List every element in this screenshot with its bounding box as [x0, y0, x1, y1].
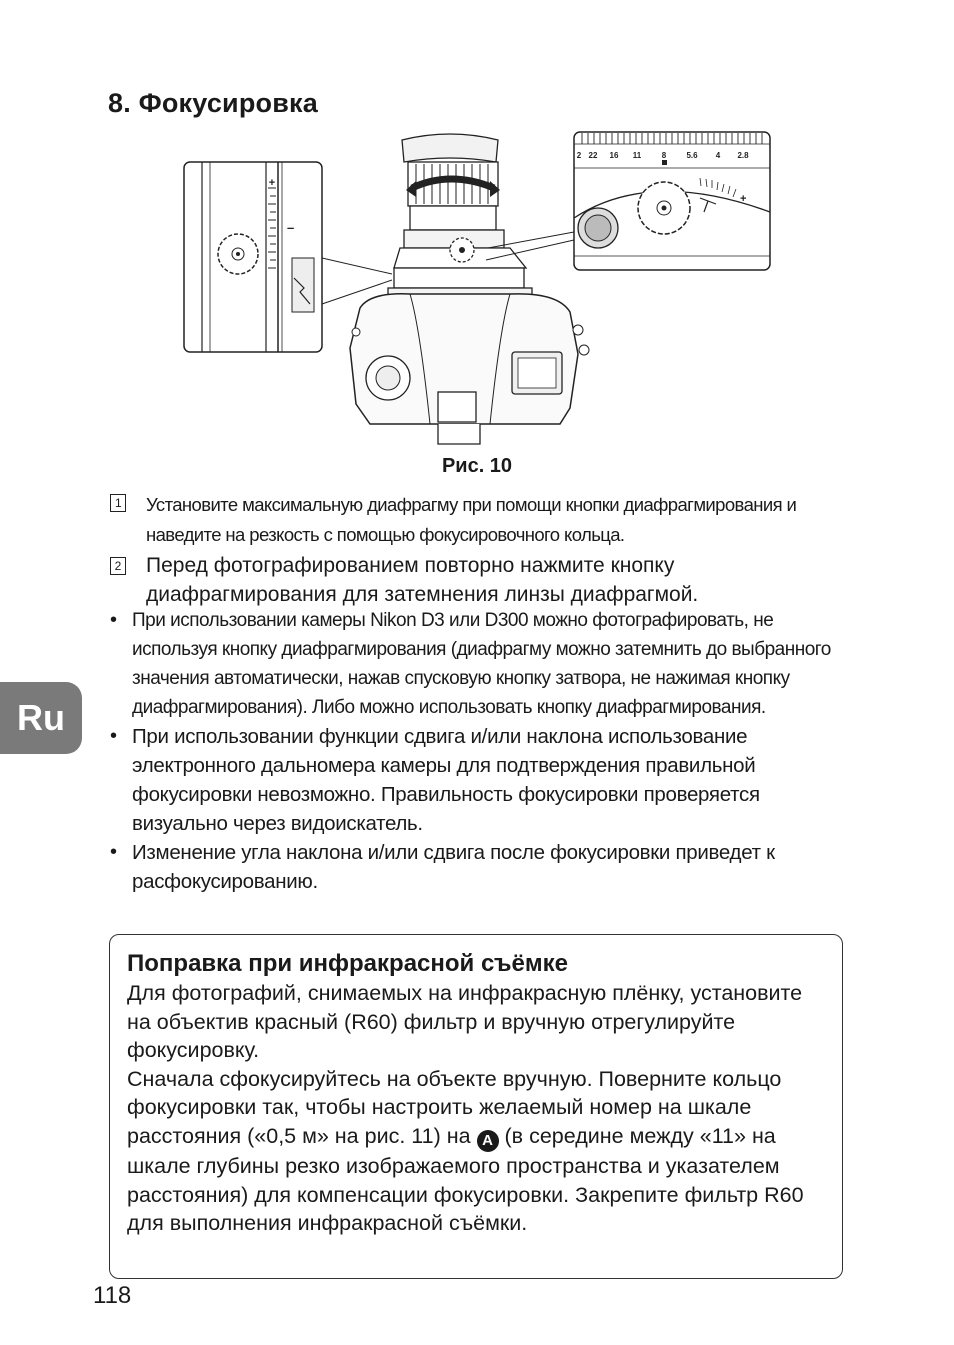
- tilt-plus-mark: +: [740, 193, 747, 205]
- bullet-text: Изменение угла наклона и/или сдвига после фокусировки приведет к расфокусированию.: [132, 841, 775, 893]
- box-paragraph-2-start: Сначала сфокусируйтесь на объекте вручную. Поверните кольцо фокусировки так, чтобы настроить желаемый номер на шкале расстояния («0,5 м» на рис. 11) на: [127, 1066, 782, 1148]
- numbered-steps: [110, 490, 845, 609]
- depth-scale-number: 8: [661, 151, 667, 160]
- bullet-dot-icon: •: [110, 725, 117, 747]
- bullet-dot-icon: •: [110, 609, 117, 631]
- step-number-box: 2: [110, 557, 126, 575]
- bullet-item: [110, 838, 850, 896]
- step-item: [110, 551, 845, 609]
- section-heading: 8. Фокусировка: [108, 88, 318, 118]
- page-number: 118: [93, 1282, 132, 1309]
- bullet-item: [110, 606, 850, 722]
- language-tab: Ru: [0, 682, 82, 754]
- circle-a-marker-icon: A: [477, 1130, 499, 1152]
- inset-left-aperture-detail: [184, 162, 322, 352]
- scale-plus-mark: +: [268, 177, 276, 189]
- figure-caption: Рис. 10: [441, 455, 513, 477]
- step-text: Установите максимальную диафрагму при помощи кнопки диафрагмирования и наведите на резкость с помощью фокусировочного кольца.: [146, 494, 797, 545]
- box-paragraph-2: [127, 1065, 824, 1238]
- depth-scale-number: 11: [632, 151, 642, 160]
- box-paragraph-1: Для фотографий, снимаемых на инфракрасную плёнку, установите на объектив красный (R60) фильтр и вручную отрегулируйте фокусировку.: [127, 981, 803, 1063]
- step-number-box: 1: [110, 494, 126, 512]
- depth-scale-number: 22: [588, 151, 598, 160]
- box-paragraph-2-end: (в середине между «11» на шкале глубины резко изображаемого пространства и указателем расстояния) для компенсации фокусировки. Закрепите фильтр R60 для выполнения инфракрасной съёмки.: [127, 1123, 804, 1236]
- bullet-item: [110, 722, 850, 838]
- depth-scale-number: 5.6: [686, 151, 698, 160]
- step-item: [110, 490, 845, 550]
- figure-camera-lens-illustration: [180, 128, 775, 448]
- depth-scale-number: 2: [576, 151, 582, 160]
- bullet-text: При использовании функции сдвига и/или наклона использование электронного дальномера камеры для подтверждения правильной фокусировки невозможно. Правильность фокусировки проверяется визуально через видоискатель.: [132, 725, 760, 835]
- depth-scale-number: 16: [609, 151, 619, 160]
- notes-bullet-list: [110, 606, 850, 896]
- bullet-dot-icon: •: [110, 841, 117, 863]
- bullet-text: При использовании камеры Nikon D3 или D300 можно фотографировать, не используя кнопку диафрагмирования (диафрагму можно затемнить до выбранного значения автоматически, нажав спусковую кнопку затвора, не нажимая кнопку диафрагмирования). Либо можно использовать кнопку диафрагмирования.: [132, 610, 831, 718]
- inset-right-scale-detail: [574, 132, 770, 270]
- depth-scale-number: 2.8: [737, 151, 749, 160]
- scale-minus-mark: –: [287, 220, 295, 235]
- lens-illustration: [388, 134, 532, 300]
- camera-body-illustration: [350, 294, 589, 444]
- depth-scale-number: 4: [715, 151, 721, 160]
- box-title: Поправка при инфракрасной съёмке: [127, 950, 568, 977]
- infrared-correction-box: [109, 934, 843, 1279]
- step-text: Перед фотографированием повторно нажмите кнопку диафрагмирования для затемнения линзы диафрагмой.: [146, 554, 699, 606]
